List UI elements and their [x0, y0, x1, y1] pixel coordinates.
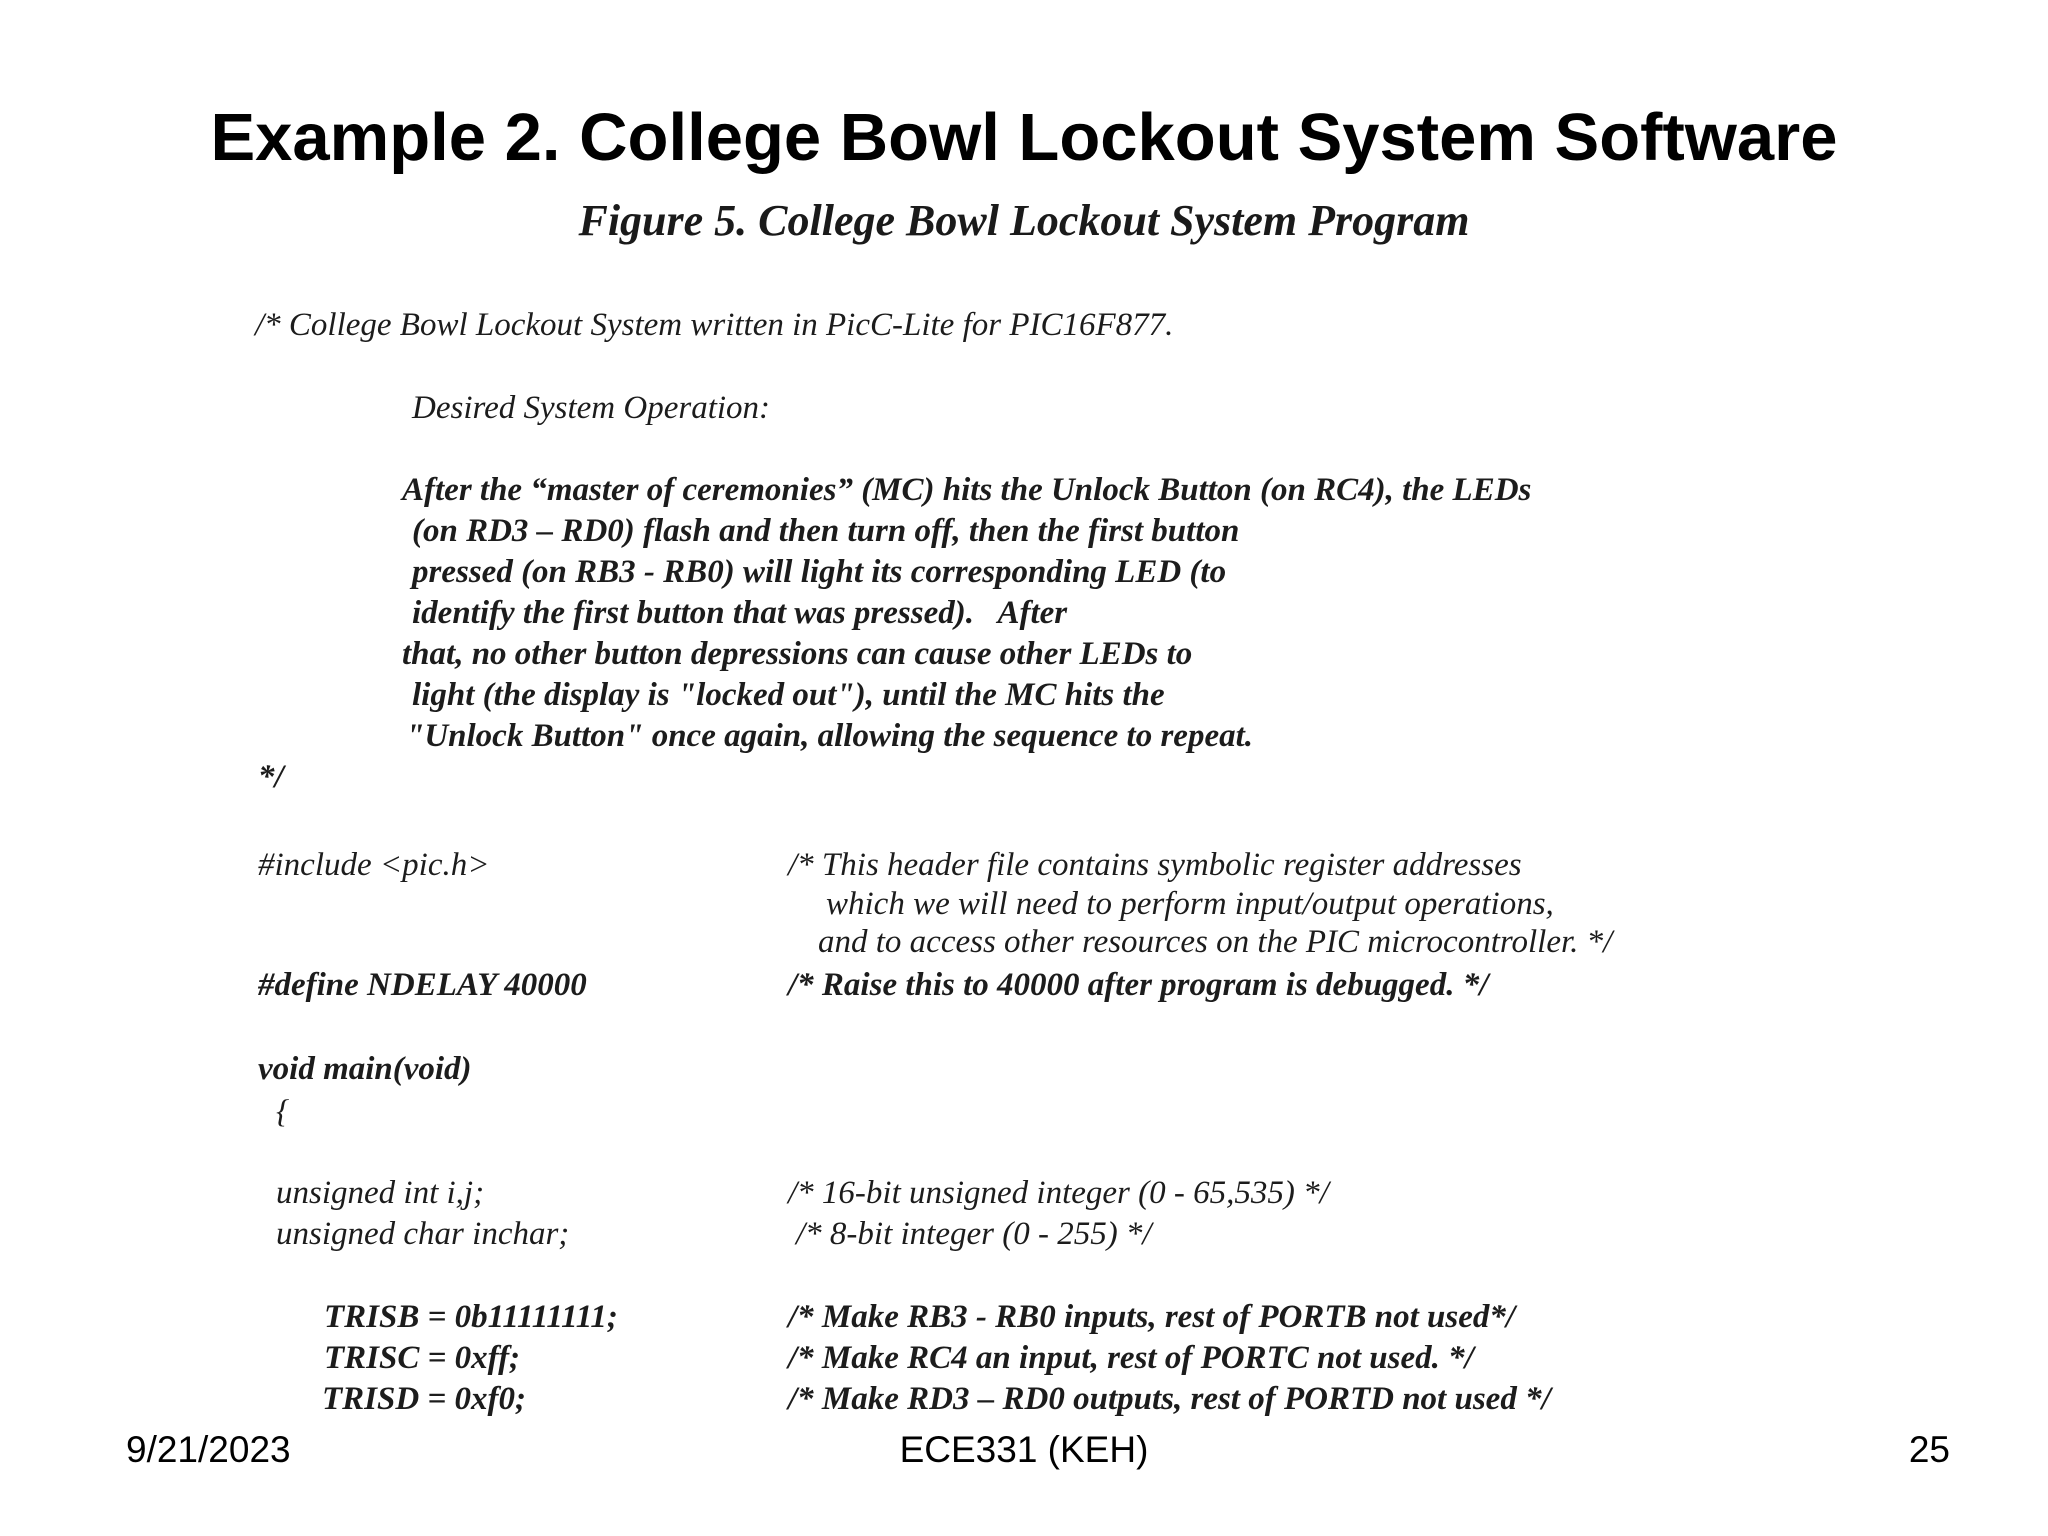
description-line: identify the first button that was pressed). After	[412, 595, 1068, 631]
open-brace: {	[276, 1094, 290, 1130]
description-line: that, no other button depressions can cause other LEDs to	[402, 636, 1193, 672]
description-line: pressed (on RB3 - RB0) will light its corresponding LED (to	[412, 554, 1227, 590]
header-comment-line: /* College Bowl Lockout System written in PicC-Lite for PIC16F877.	[255, 307, 1174, 343]
assignment-code: TRISB = 0b11111111;	[324, 1299, 618, 1335]
include-directive: #include <pic.h>	[258, 847, 490, 883]
description-line: "Unlock Button" once again, allowing the sequence to repeat.	[406, 718, 1254, 754]
figure-caption: Figure 5. College Bowl Lockout System Program	[578, 196, 1470, 245]
declaration-code: unsigned int i,j;	[276, 1175, 485, 1211]
assignment-comment: /* Make RD3 – RD0 outputs, rest of PORTD not used */	[788, 1381, 1551, 1417]
define-directive: #define NDELAY 40000	[258, 967, 587, 1003]
assignment-code: TRISC = 0xff;	[324, 1340, 521, 1376]
include-comment-line: and to access other resources on the PIC microcontroller. */	[818, 924, 1613, 960]
footer-course: ECE331 (KEH)	[899, 1429, 1149, 1470]
description-line: (on RD3 – RD0) flash and then turn off, then the first button	[412, 513, 1240, 549]
assignment-comment: /* Make RC4 an input, rest of PORTC not used. */	[788, 1340, 1474, 1376]
comment-end: */	[258, 759, 284, 795]
declaration-code: unsigned char inchar;	[276, 1216, 570, 1252]
include-comment-line: which we will need to perform input/output operations,	[826, 886, 1554, 922]
description-line: After the “master of ceremonies” (MC) hits the Unlock Button (on RC4), the LEDs	[402, 472, 1532, 508]
include-comment-line: /* This header file contains symbolic register addresses	[788, 847, 1522, 883]
assignment-comment: /* Make RB3 - RB0 inputs, rest of PORTB not used*/	[788, 1299, 1516, 1335]
declaration-comment: /* 8-bit integer (0 - 255) */	[796, 1216, 1152, 1252]
assignment-code: TRISD = 0xf0;	[322, 1381, 526, 1417]
define-comment: /* Raise this to 40000 after program is debugged. */	[788, 967, 1489, 1003]
page-number: 25	[1908, 1429, 1950, 1470]
slide-title: Example 2. College Bowl Lockout System Software	[210, 100, 1838, 175]
main-signature: void main(void)	[258, 1051, 472, 1087]
footer-date: 9/21/2023	[126, 1429, 291, 1470]
description-line: light (the display is "locked out"), until the MC hits the	[412, 677, 1165, 713]
declaration-comment: /* 16-bit unsigned integer (0 - 65,535) */	[788, 1175, 1329, 1211]
header-comment-subheading: Desired System Operation:	[412, 390, 771, 426]
